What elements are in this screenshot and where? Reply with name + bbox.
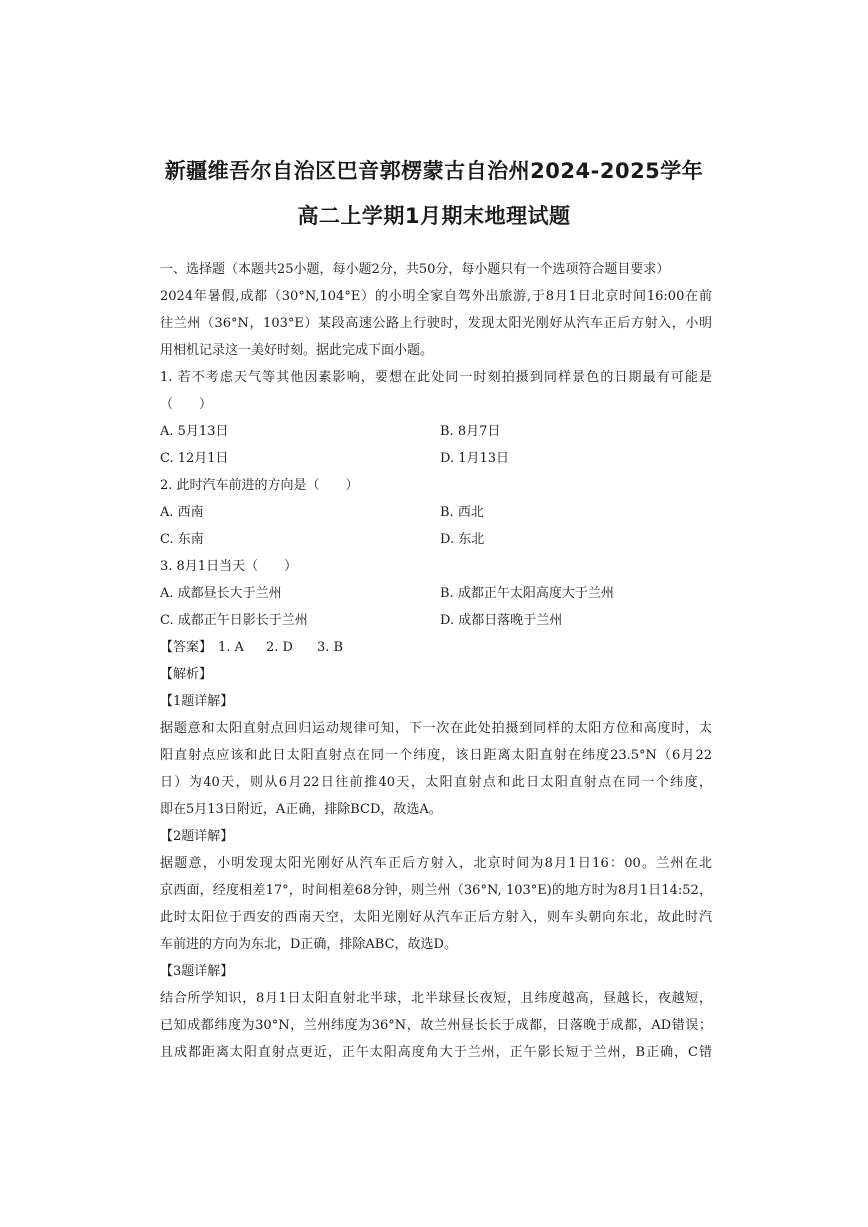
answer-value-3: 3. B <box>317 640 344 655</box>
answer-value-2: 2. D <box>266 640 293 655</box>
analysis-part-3-label: 【3题详解】 <box>160 964 234 979</box>
analysis-part-1-line: 即在5月13日附近，A正确，排除BCD，故选A。 <box>160 802 442 817</box>
stem-line: 往兰州（36°N，103°E）某段高速公路上行驶时，发现太阳光刚好从汽车正后方射入，小明 <box>160 316 712 331</box>
stem-line: 用相机记录这一美好时刻。据此完成下面小题。 <box>160 343 434 358</box>
question-1-option-a: A. 5月13日 <box>160 424 229 439</box>
analysis-part-2-line: 据题意，小明发现太阳光刚好从汽车正后方射入，北京时间为8月1日16：00。兰州在北 <box>160 856 712 871</box>
question-2-option-b: B. 西北 <box>440 505 484 520</box>
analysis-part-3-line: 结合所学知识，8月1日太阳直射北半球，北半球昼长夜短，且纬度越高，昼越长，夜越短， <box>160 991 712 1006</box>
analysis-part-2-line: 此时太阳位于西安的西南天空，太阳光刚好从汽车正后方射入，则车头朝向东北，故此时汽 <box>160 910 712 925</box>
stem-line: 2024年暑假,成都（30°N,104°E）的小明全家自驾外出旅游,于8月1日北京时间16:00在前 <box>160 289 712 304</box>
question-2-option-c: C. 东南 <box>160 532 204 547</box>
document-title-line2: 高二上学期1月期末地理试题 <box>297 204 571 228</box>
answer-label: 【答案】 <box>160 640 213 655</box>
analysis-part-2-line: 车前进的方向为东北，D正确，排除ABC，故选D。 <box>160 937 457 952</box>
question-1-option-d: D. 1月13日 <box>440 451 510 466</box>
question-2-text: 2. 此时汽车前进的方向是（ ） <box>160 478 359 493</box>
question-3-option-b: B. 成都正午太阳高度大于兰州 <box>440 586 614 601</box>
answer-value-1: 1. A <box>218 640 244 655</box>
document-title-line1: 新疆维吾尔自治区巴音郭楞蒙古自治州2024-2025学年 <box>164 159 704 183</box>
question-3-option-c: C. 成都正午日影长于兰州 <box>160 613 308 628</box>
analysis-part-1-line: 日）为40天，则从6月22日往前推40天，太阳直射点和此日太阳直射点在同一个纬度， <box>160 775 712 790</box>
analysis-part-1-line: 据题意和太阳直射点回归运动规律可知，下一次在此处拍摄到同样的太阳方位和高度时，太 <box>160 721 712 736</box>
question-1-bracket: （ ） <box>160 397 213 412</box>
analysis-part-2-label: 【2题详解】 <box>160 829 234 844</box>
question-1-option-c: C. 12月1日 <box>160 451 229 466</box>
analysis-part-2-line: 京西面，经度相差17°，时间相差68分钟，则兰州（36°N, 103°E)的地方时为8月1日14:52， <box>160 883 712 898</box>
section-heading: 一、选择题（本题共25小题，每小题2分，共50分，每小题只有一个选项符合题目要求） <box>160 262 670 277</box>
question-1-option-b: B. 8月7日 <box>440 424 501 439</box>
question-3-option-a: A. 成都昼长大于兰州 <box>160 586 282 601</box>
question-3-text: 3. 8月1日当天（ ） <box>160 559 298 574</box>
question-3-option-d: D. 成都日落晚于兰州 <box>440 613 563 628</box>
analysis-label: 【解析】 <box>160 667 213 682</box>
analysis-part-1-line: 阳直射点应该和此日太阳直射点在同一个纬度，该日距离太阳直射在纬度23.5°N（6月22 <box>160 748 712 763</box>
question-1-text: 1. 若不考虑天气等其他因素影响，要想在此处同一时刻拍摄到同样景色的日期最有可能是 <box>160 370 712 385</box>
question-2-option-d: D. 东北 <box>440 532 485 547</box>
analysis-part-3-line: 且成都距离太阳直射点更近，正午太阳高度角大于兰州，正午影长短于兰州，B正确，C错 <box>160 1045 712 1060</box>
analysis-part-1-label: 【1题详解】 <box>160 694 234 709</box>
analysis-part-3-line: 已知成都纬度为30°N，兰州纬度为36°N，故兰州昼长长于成都，日落晚于成都，AD错误； <box>160 1018 712 1033</box>
question-2-option-a: A. 西南 <box>160 505 204 520</box>
